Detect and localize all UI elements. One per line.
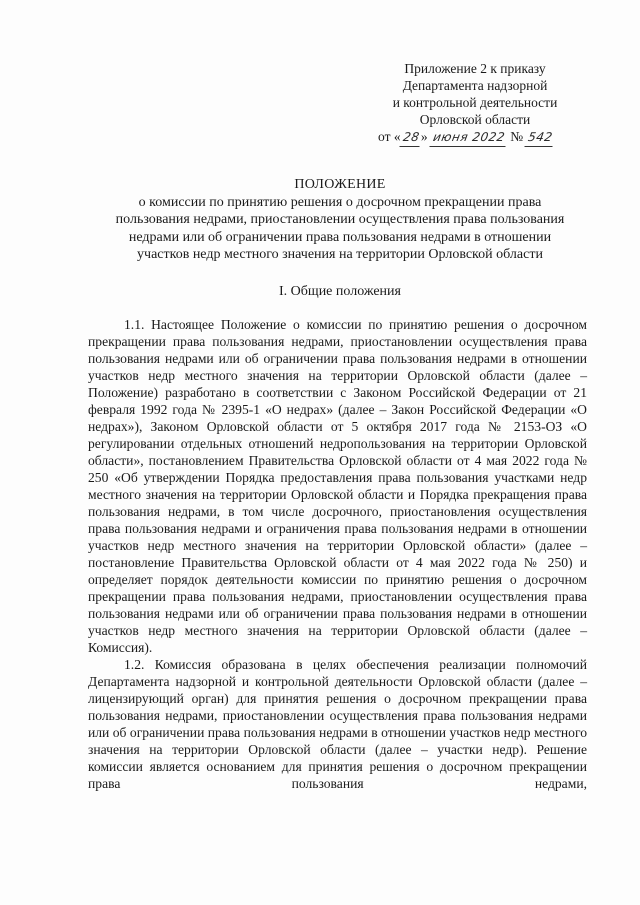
appendix-date-line [360,128,590,147]
appendix-line-1: Приложение 2 к приказу [404,61,546,76]
paragraph-1-2: 1.2. Комиссия образована в целях обеспечения реализации полномочий Департамента надзорной и контрольной деятельности Орловской области (далее – лицензирующий орган) для принятия решения о досрочном прекращении права пользования недрами, приостановлении осуществления права пользования недрами или об ограничении права пользования недрами в отношении участков недр местного значения на территории Орловской области (далее – участки недр). Решение комиссии является основанием для принятия решения о досрочном прекращении права пользования недрами, [88,657,587,791]
appendix-block [360,60,590,147]
paragraph-1-1: 1.1. Настоящее Положение о комиссии по принятию решения о досрочном прекращении права пользования недрами, приостановлении осуществления права пользования недрами или об ограничении права пользования недрами в отношении участков недр местного значения на территории Орловской области (далее – Положение) разработано в соответствии с Законом Российской Федерации от 21 февраля 1992 года № 2395-1 «О недрах» (далее – Закон Российской Федерации «О недрах»), Законом Орловской области от 5 октября 2017 года № 2153-ОЗ «О регулировании отдельных отношений недропользования на территории Орловской области», постановлением Правительства Орловской области от 4 мая 2022 года № 250 «Об утверждении Порядка предоставления права пользования участками недр местного значения на территории Орловской области и Порядка прекращения права пользования недрами, в том числе досрочного, приостановления осуществления права пользования недрами и ограничения права пользования недрами в отношении участков недр местного значения на территории Орловской области» (далее – постановление Правительства Орловской области от 4 мая 2022 года № 250) и определяет порядок деятельности комиссии по принятию решения о досрочном прекращении права пользования недрами, приостановлении осуществления права пользования недрами или об ограничении права пользования недрами в отношении участков недр местного значения на территории Орловской области (далее – Комиссия). [88,317,587,655]
date-day-handwritten: 28 [399,129,422,147]
title-subline-4: участков недр местного значения на территории Орловской области [137,247,543,262]
date-number-handwritten: 542 [525,129,557,147]
date-month-year-handwritten: июня 2022 [429,129,508,147]
date-number-sign: № [510,129,524,144]
appendix-line-2: Департамента надзорной [402,78,548,93]
appendix-line-3: и контрольной деятельности [392,95,558,110]
title-subline-1: о комиссии по принятию решения о досрочном прекращении права [138,194,542,210]
title-subline-3: недрами или об ограничении права пользования недрами в отношении [128,229,552,245]
document-title: ПОЛОЖЕНИЕ [294,177,386,192]
appendix-line-4: Орловской области [419,112,531,127]
date-mid: » [420,129,428,144]
title-subline-2: пользования недрами, приостановлении осуществления права пользования [115,212,565,227]
document-body [88,316,587,792]
date-prefix: от « [378,129,401,144]
document-title-block [60,176,620,264]
section-heading: I. Общие положения [279,284,401,299]
